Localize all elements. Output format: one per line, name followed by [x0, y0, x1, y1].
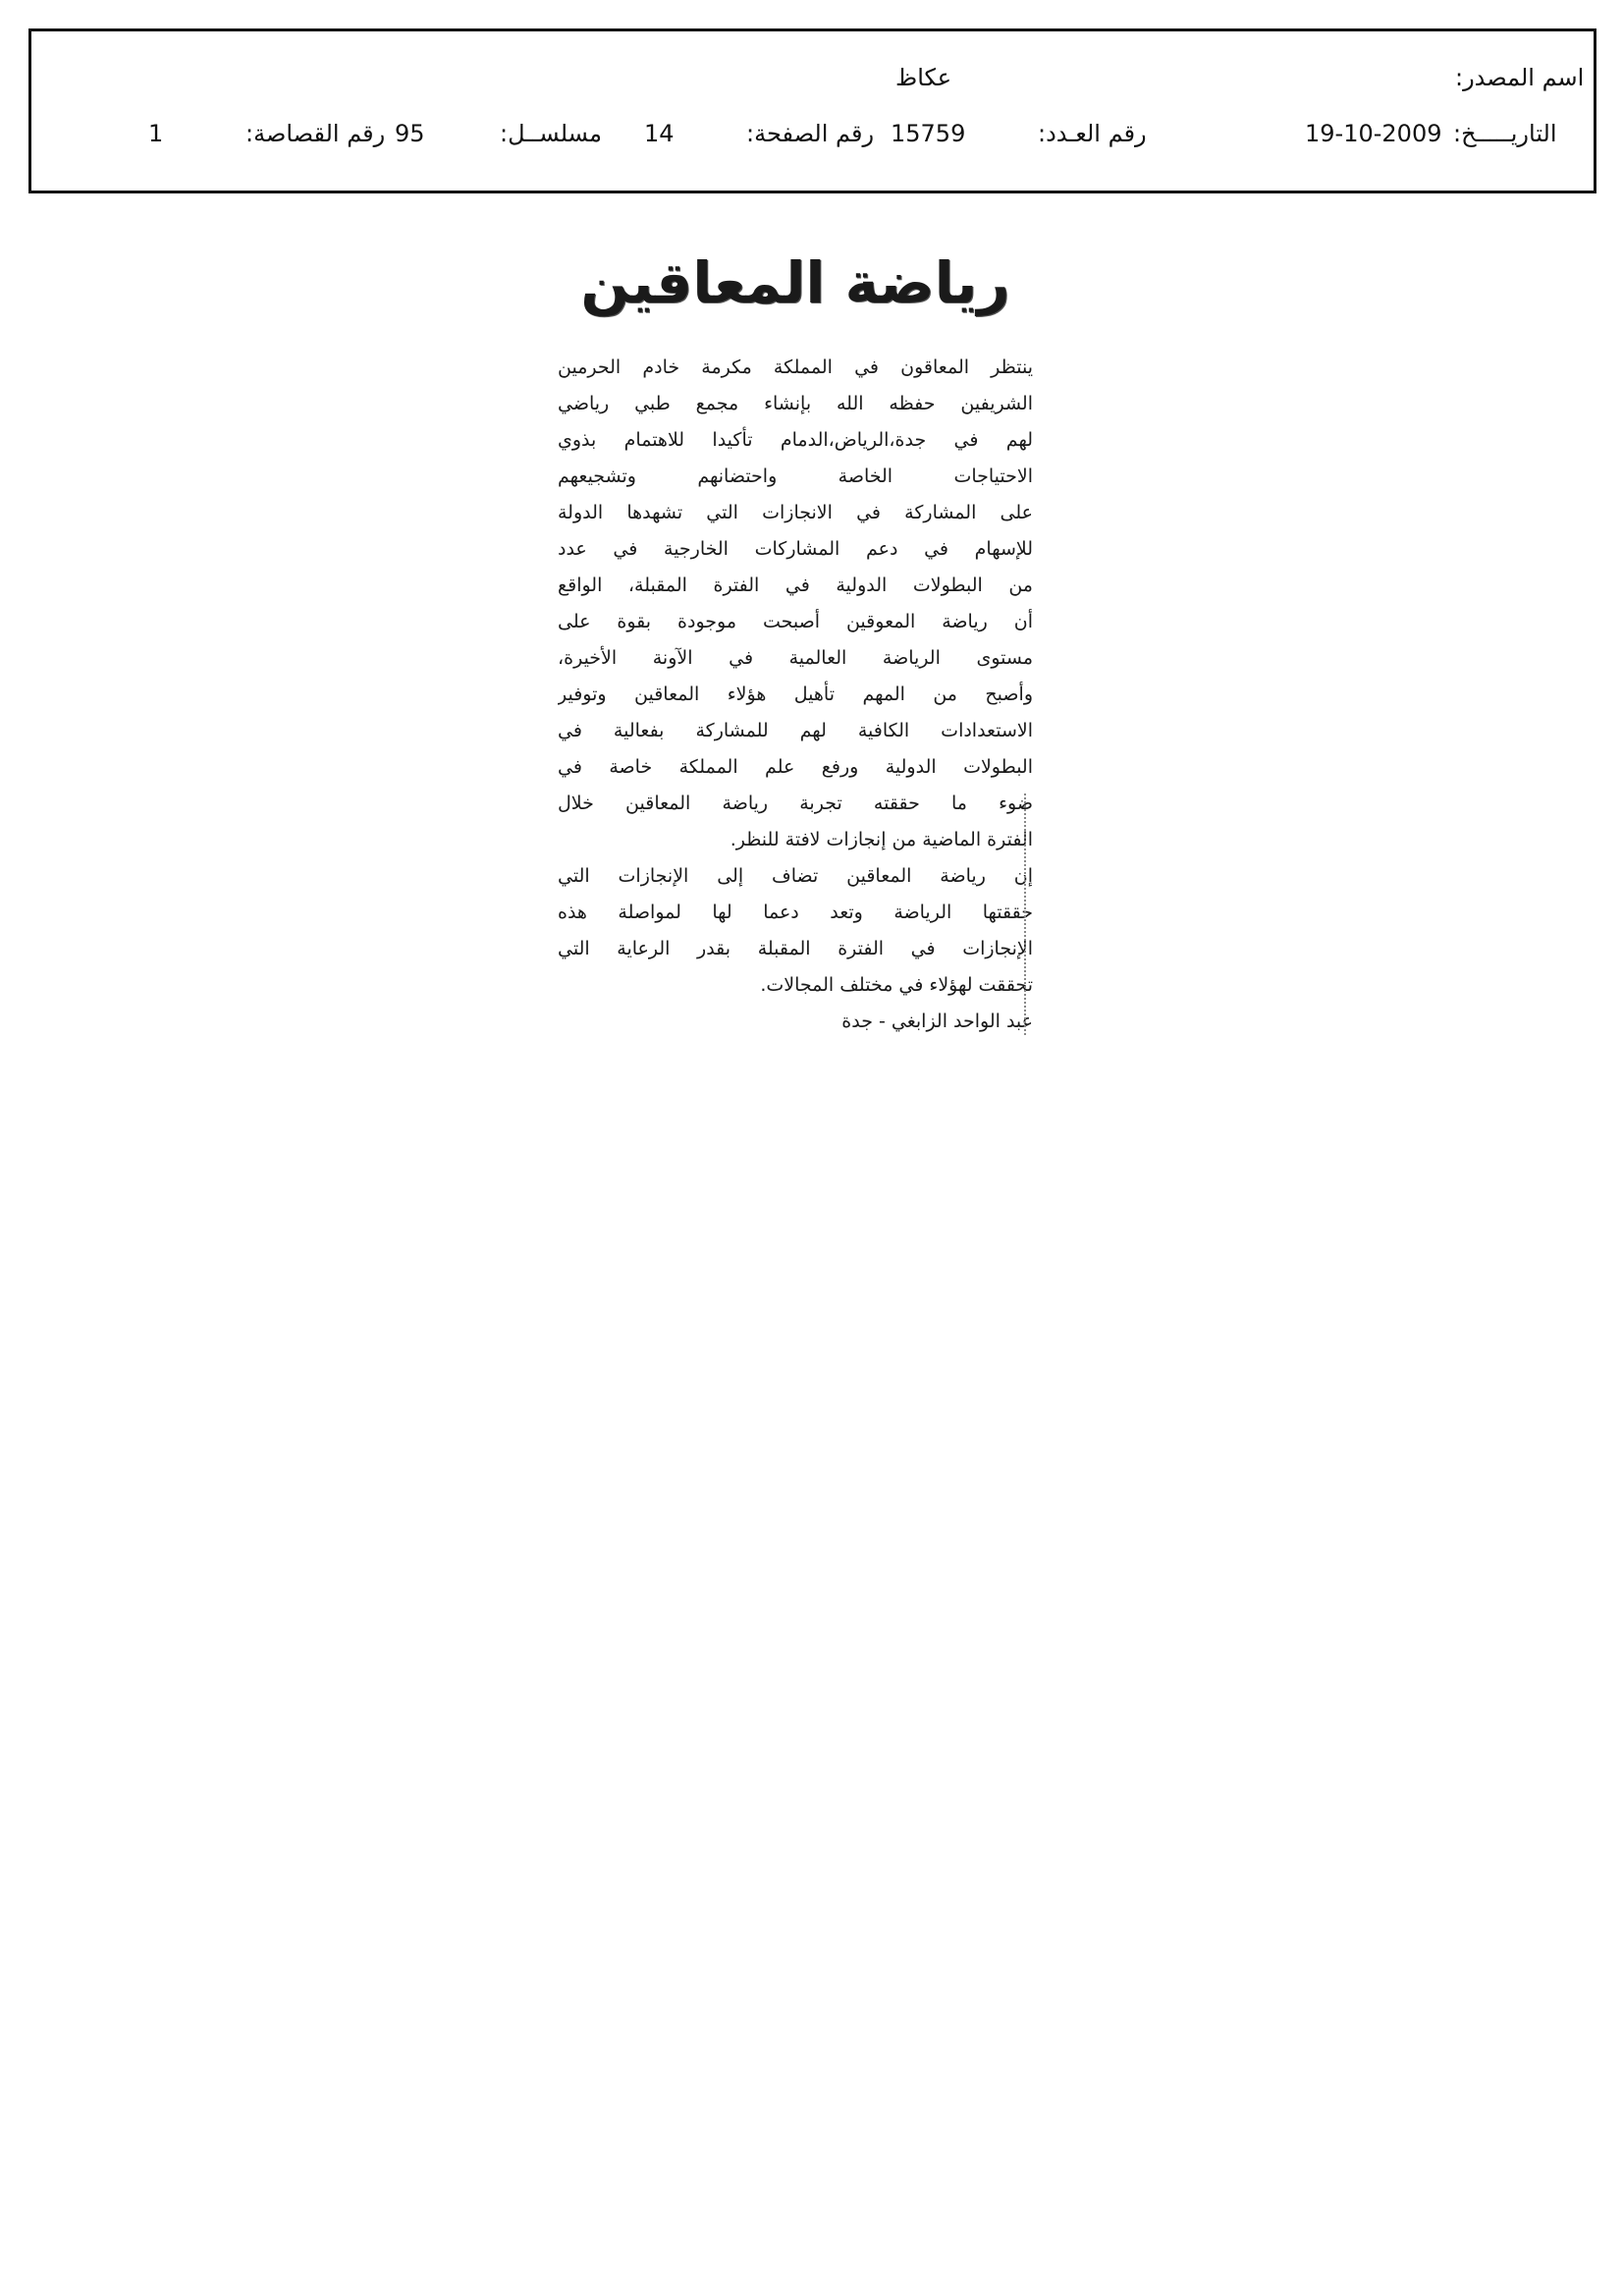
article-line: ضوء ما حققته تجربة رياضة المعاقين خلال — [558, 793, 1033, 814]
article-line: من البطولات الدولية في الفترة المقبلة، الواقع — [558, 574, 1033, 596]
clip-label: رقم القصاصة: — [245, 120, 386, 147]
article-line: لهم في جدة،الرياض،الدمام تأكيدا للاهتمام بذوي — [558, 429, 1033, 451]
article-line: للإسهام في دعم المشاركات الخارجية في عدد — [558, 538, 1033, 560]
article-body — [558, 350, 1033, 1040]
source-label: اسم المصدر: — [1455, 64, 1585, 91]
article-byline: عبد الواحد الزابغي - جدة — [841, 1011, 1033, 1032]
issue-label: رقم العـدد: — [1038, 120, 1147, 147]
article-line: تحققت لهؤلاء في مختلف المجالات. — [760, 974, 1033, 996]
page-label: رقم الصفحة: — [746, 120, 875, 147]
article-line: أن رياضة المعوقين أصبحت موجودة بقوة على — [558, 611, 1033, 632]
serial-label: مسلســل: — [500, 120, 602, 147]
date-value: 19-10-2009 — [1305, 120, 1442, 147]
article-line: وأصبح من المهم تأهيل هؤلاء المعاقين وتوفير — [558, 683, 1033, 705]
clip-value: 1 — [148, 120, 164, 147]
article-line: حققتها الرياضة وتعد دعما لها لمواصلة هذه — [558, 902, 1033, 923]
article-line: البطولات الدولية ورفع علم المملكة خاصة في — [558, 756, 1033, 778]
article-line: على المشاركة في الانجازات التي تشهدها الدولة — [558, 502, 1033, 523]
article-line: الاحتياجات الخاصة واحتضانهم وتشجيعهم — [558, 465, 1033, 487]
source-value: عكاظ — [895, 64, 952, 91]
article-line: الفترة الماضية من إنجازات لافتة للنظر. — [730, 829, 1033, 850]
article-line: مستوى الرياضة العالمية في الآونة الأخيرة، — [558, 647, 1033, 669]
source-info-box — [28, 28, 1596, 193]
article-line: الإنجازات في الفترة المقبلة بقدر الرعاية التي — [558, 938, 1033, 959]
article-title: رياضة المعاقين — [580, 249, 1010, 316]
article-line: الشريفين حفظه الله بإنشاء مجمع طبي رياضي — [558, 393, 1033, 414]
column-divider — [1024, 793, 1026, 1035]
issue-value: 15759 — [891, 120, 966, 147]
page-value: 14 — [644, 120, 675, 147]
date-label: التاريـــــخ: — [1453, 120, 1557, 147]
article-line: إن رياضة المعاقين تضاف إلى الإنجازات التي — [558, 865, 1033, 887]
article-line: ينتظر المعاقون في المملكة مكرمة خادم الحرمين — [558, 356, 1033, 378]
article-line: الاستعدادات الكافية لهم للمشاركة بفعالية في — [558, 720, 1033, 741]
serial-value: 95 — [395, 120, 425, 147]
